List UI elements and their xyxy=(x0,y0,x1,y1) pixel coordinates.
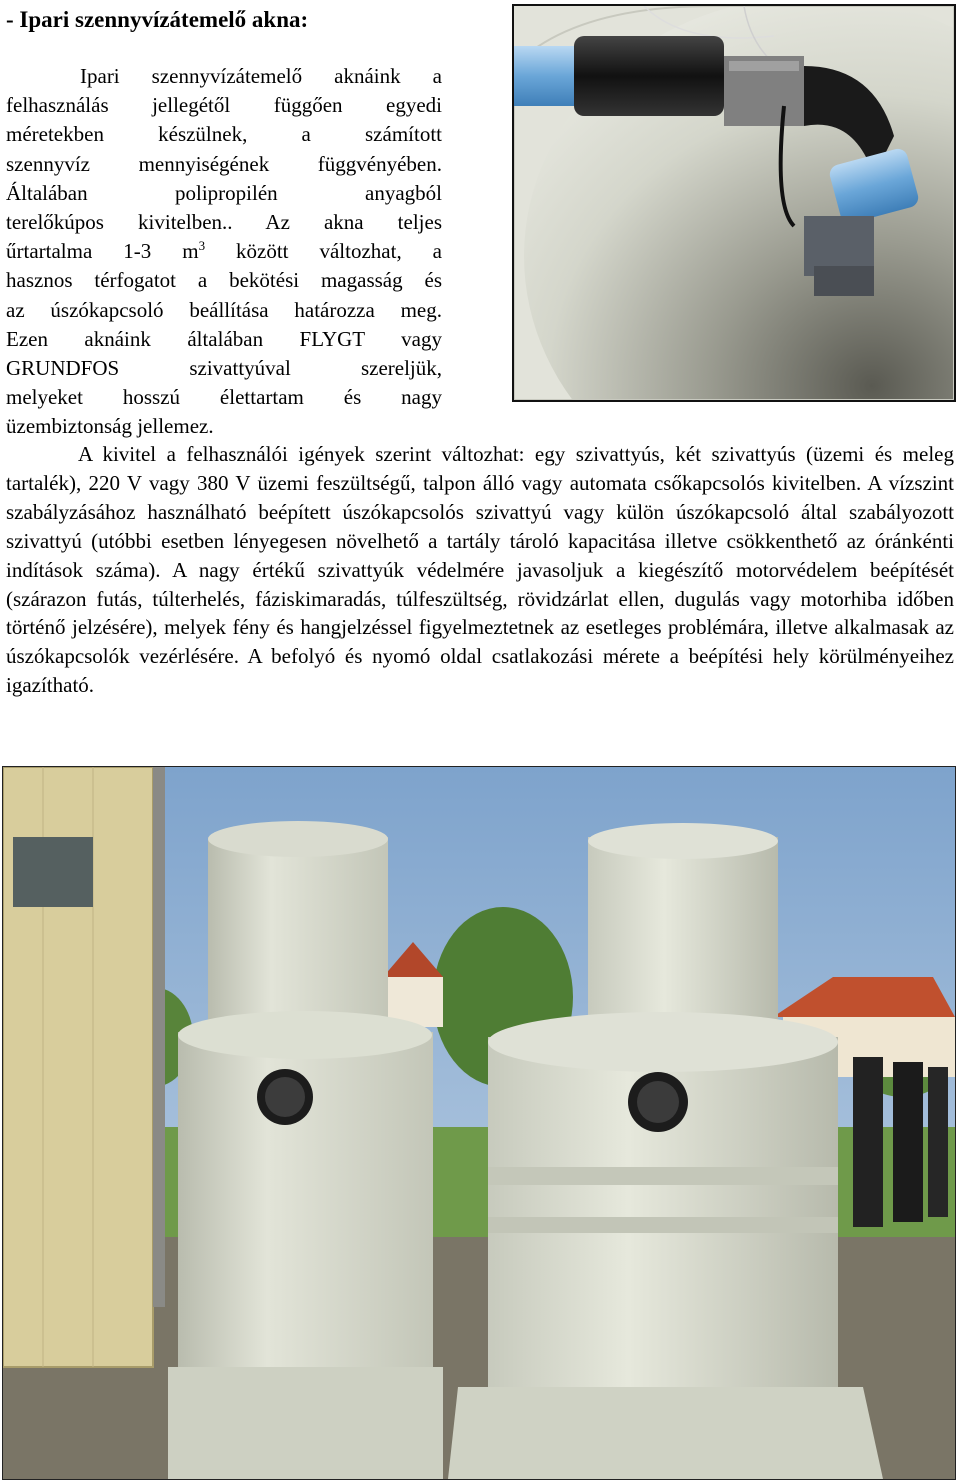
intro-line-part: között változhat, a xyxy=(205,239,442,264)
intro-line-volume xyxy=(6,237,442,266)
intro-line: GRUNDFOS szivattyúval szereljük, xyxy=(6,356,442,381)
intro-line: az úszókapcsoló beállítása határozza meg. xyxy=(6,297,442,322)
intro-line: Ipari szennyvízátemelő aknáink a xyxy=(80,64,442,88)
intro-line: méretekben készülnek, a számított xyxy=(6,122,442,147)
main-paragraph: A kivitel a felhasználói igények szerint változhat: egy szivattyús, két szivattyús (üzemi és meleg tartalék), 220 V vagy 380 V üzemi feszültségű, talpon álló vagy automata csőkapcsolós kivitelben. A vízszint szabályzásához használható beépített úszókapcsolós szivattyú vagy külön úszókapcsoló által szabályozott szivattyú (utóbbi esetben lényegesen növelhető a tartály tároló kapacitása illetve csökkenthető az óránkénti indítások száma). A nagy értékű szivattyúk védelmére javasoljuk a kiegészítő motorvédelem beépítését (szárazon futás, túlterhelés, fáziskimaradás, túlfeszültség, rövidzárlat ellen, dugulás vagy motorhiba időben történő jelzésére), melyek fény és hangjelzéssel figyelmeztetnek az esetleges problémára, illetve alkalmasak az úszókapcsolók vezérlésére. A befolyó és nyomó oldal csatlakozási mérete a beépítési hely körülményeihez igazítható. xyxy=(6,442,954,698)
intro-line: üzembiztonság jellemez. xyxy=(6,414,214,439)
pipework-illustration xyxy=(514,6,954,400)
intro-line: melyeket hosszú élettartam és nagy xyxy=(6,385,442,410)
intro-line: felhasználás jellegétől függően egyedi xyxy=(6,93,442,118)
tanks-illustration xyxy=(3,767,955,1479)
intro-line: terelőkúpos kivitelben.. Az akna teljes xyxy=(6,210,442,235)
section-heading: - Ipari szennyvízátemelő akna: xyxy=(6,7,309,32)
intro-line-part: űrtartalma 1-3 m xyxy=(6,239,199,264)
cubic-superscript: 3 xyxy=(198,238,206,254)
intro-line: Ezen aknáink általában FLYGT vagy xyxy=(6,326,442,351)
intro-line: szennyvíz mennyiségének függvényében. xyxy=(6,151,442,176)
photo-two-tanks xyxy=(2,766,956,1480)
intro-paragraph xyxy=(6,62,442,442)
photo-pump-pipework xyxy=(512,4,956,402)
intro-line: Általában polipropilén anyagból xyxy=(6,180,442,205)
intro-line: hasznos térfogatot a bekötési magasság és xyxy=(6,268,442,293)
